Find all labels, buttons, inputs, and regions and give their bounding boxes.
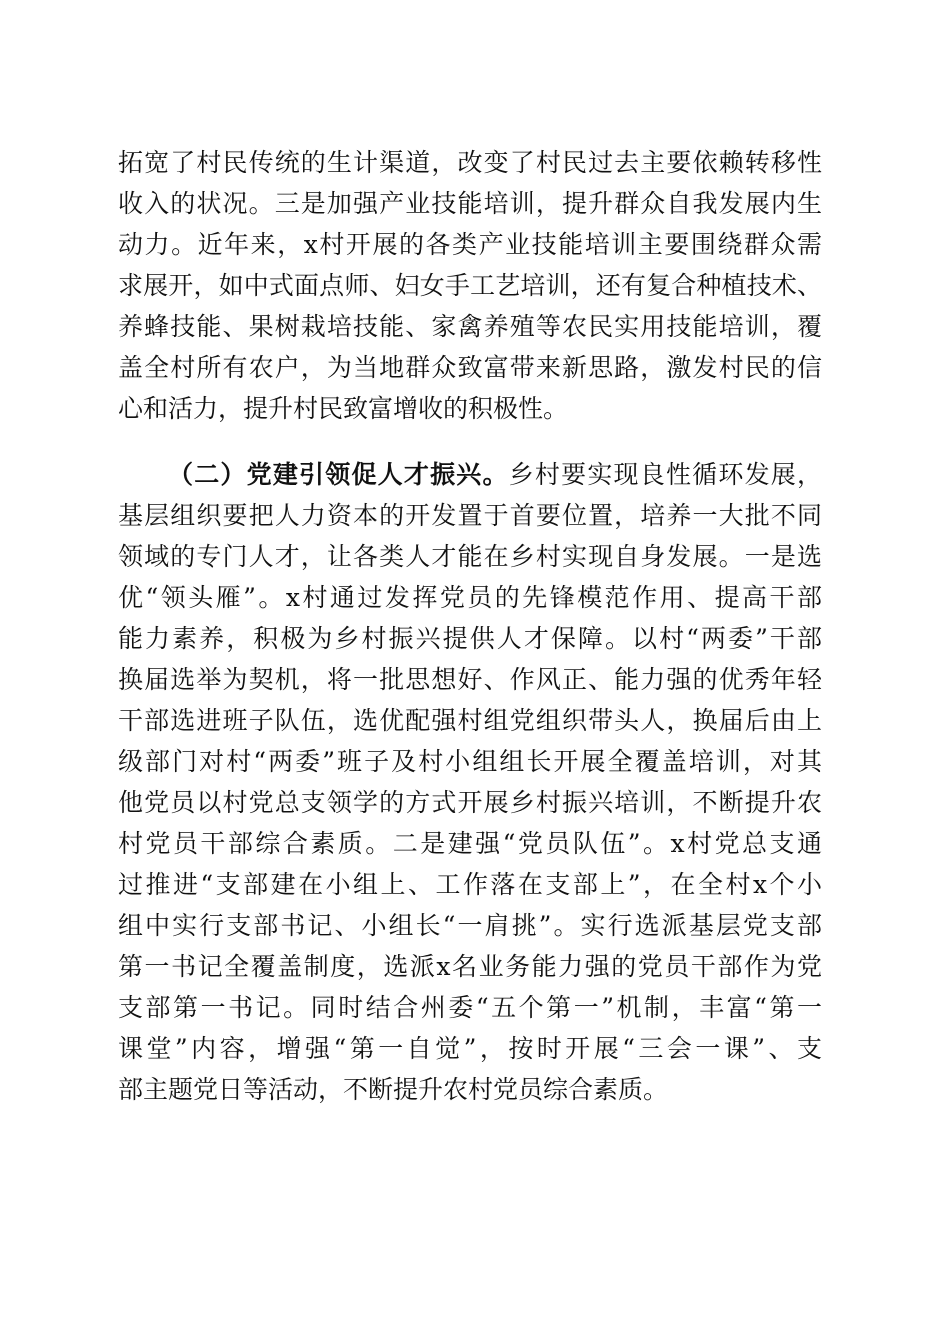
section-heading: （二）党建引领促人才振兴。	[168, 460, 509, 489]
paragraph-line: 第一书记全覆盖制度，选派x名业务能力强的党员干部作为党	[118, 952, 822, 981]
paragraph-line: 支部第一书记。同时结合州委“五个第一”机制，丰富“第一	[118, 993, 822, 1022]
paragraph-line: 他党员以村党总支领学的方式开展乡村振兴培训，不断提升农	[118, 788, 822, 817]
paragraph-line: 动力。近年来，x村开展的各类产业技能培训主要围绕群众需	[118, 230, 822, 259]
paragraph-line: 求展开，如中式面点师、妇女手工艺培训，还有复合种植技术、	[118, 271, 822, 300]
paragraph-line: 部主题党日等活动，不断提升农村党员综合素质。	[118, 1075, 669, 1104]
paragraph-line: 干部选进班子队伍，选优配强村组党组织带头人，换届后由上	[118, 706, 822, 735]
paragraph-line: 村党员干部综合素质。二是建强“党员队伍”。x村党总支通	[118, 829, 822, 858]
paragraph-line: 拓宽了村民传统的生计渠道，改变了村民过去主要依赖转移性	[118, 148, 822, 177]
paragraph-line: 收入的状况。三是加强产业技能培训，提升群众自我发展内生	[118, 189, 822, 218]
heading-line-text: 乡村要实现良性循环发展，	[508, 460, 822, 489]
section-heading-line	[168, 455, 822, 495]
paragraph-line: 心和活力，提升村民致富增收的积极性。	[118, 394, 569, 423]
paragraph-line: 级部门对村“两委”班子及村小组组长开展全覆盖培训，对其	[118, 747, 822, 776]
paragraph-line: 能力素养，积极为乡村振兴提供人才保障。以村“两委”干部	[118, 624, 822, 653]
paragraph-line: 组中实行支部书记、小组长“一肩挑”。实行选派基层党支部	[118, 911, 822, 940]
paragraph-line: 领域的专门人才，让各类人才能在乡村实现自身发展。一是选	[118, 542, 822, 571]
paragraph-line: 养蜂技能、果树栽培技能、家禽养殖等农民实用技能培训，覆	[118, 312, 822, 341]
paragraph-line: 基层组织要把人力资本的开发置于首要位置，培养一大批不同	[118, 501, 822, 530]
paragraph-line: 盖全村所有农户，为当地群众致富带来新思路，激发村民的信	[118, 353, 822, 382]
paragraph-line: 课堂”内容，增强“第一自觉”，按时开展“三会一课”、支	[118, 1034, 822, 1063]
paragraph-line: 优“领头雁”。x村通过发挥党员的先锋模范作用、提高干部	[118, 583, 822, 612]
paragraph-line: 换届选举为契机，将一批思想好、作风正、能力强的优秀年轻	[118, 665, 822, 694]
paragraph-line: 过推进“支部建在小组上、工作落在支部上”，在全村x个小	[118, 870, 822, 899]
